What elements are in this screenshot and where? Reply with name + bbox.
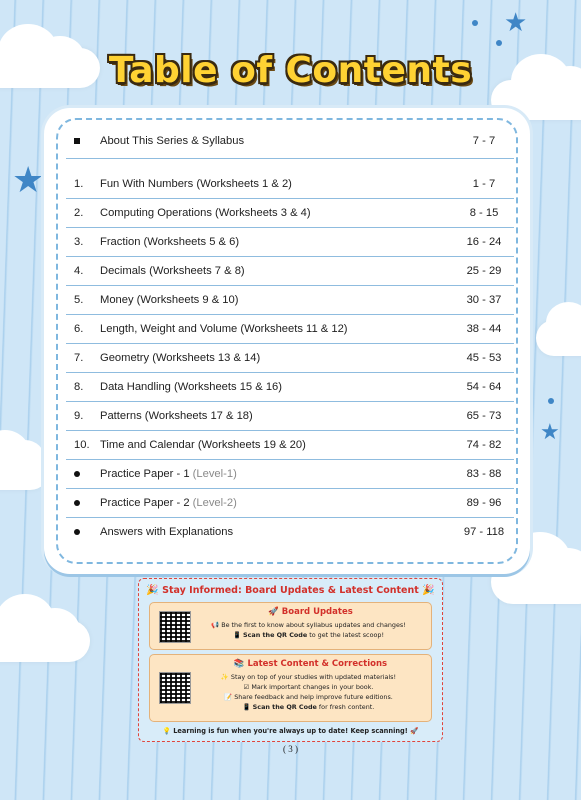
toc-title-text: Practice Paper - 2: [100, 497, 193, 509]
toc-number: 3.: [74, 236, 84, 248]
panel-line: [190, 683, 427, 691]
sparkle-icon: ✨: [220, 673, 229, 681]
toc-pages: 38 - 44: [466, 323, 502, 335]
toc-title: Patterns (Worksheets 17 & 18): [100, 410, 253, 422]
toc-row: [66, 285, 514, 315]
toc-row: [66, 169, 514, 199]
toc-marker: [74, 135, 96, 147]
toc-pages: 83 - 88: [466, 468, 502, 480]
party-popper-icon: 🎉: [146, 585, 159, 596]
toc-number: 10.: [74, 439, 90, 451]
toc-number: 8.: [74, 381, 84, 393]
toc-row: [66, 227, 514, 257]
toc-title: Fun With Numbers (Worksheets 1 & 2): [100, 178, 292, 190]
toc-marker: [74, 526, 96, 538]
panel-line: [190, 673, 427, 681]
books-icon: 📚: [233, 659, 245, 669]
toc-pages: 74 - 82: [466, 439, 502, 451]
toc-marker: [74, 497, 96, 509]
toc-row: [66, 343, 514, 373]
toc-row: [66, 198, 514, 228]
dot-decoration: [472, 20, 478, 26]
qr-code[interactable]: [159, 672, 191, 704]
phone-icon: 📱: [242, 703, 251, 711]
bullet-icon: [74, 500, 80, 506]
rocket-icon: 🚀: [410, 727, 419, 735]
toc-pages: 89 - 96: [466, 497, 502, 509]
checkbox-icon: ☑: [243, 683, 250, 691]
info-heading: [139, 585, 442, 596]
toc-number: 7.: [74, 352, 84, 364]
panel-line-bold: Scan the QR Code: [242, 631, 308, 639]
toc-number: 5.: [74, 294, 84, 306]
square-bullet-icon: [74, 138, 80, 144]
toc-level: (Level-1): [192, 468, 237, 480]
info-footer: [139, 727, 442, 735]
toc-title: Answers with Explanations: [100, 526, 234, 538]
toc-pages: 30 - 37: [466, 294, 502, 306]
info-footer-text: Learning is fun when you're always up to date! Keep scanning!: [173, 727, 408, 735]
toc-title: About This Series & Syllabus: [100, 135, 245, 147]
panel-line-text: for fresh content.: [316, 703, 375, 711]
board-updates-panel: [149, 602, 432, 650]
panel-line-text: Share feedback and help improve future editions.: [234, 693, 393, 701]
toc-title: Length, Weight and Volume (Worksheets 11 & 12): [100, 323, 348, 335]
toc-title: [100, 468, 237, 480]
panel-line-text: Be the first to know about syllabus updates and changes!: [221, 621, 406, 629]
toc-row: [66, 126, 514, 159]
toc-number: 9.: [74, 410, 84, 422]
panel-title: [190, 659, 431, 669]
panel-line-bold: Scan the QR Code: [252, 703, 317, 711]
panel-line-text: Mark important changes in your book.: [251, 683, 374, 691]
toc-pages: 45 - 53: [466, 352, 502, 364]
rocket-icon: 🚀: [268, 607, 279, 617]
dot-decoration: [548, 398, 554, 404]
toc-row: [66, 517, 514, 546]
toc-pages: 7 - 7: [472, 135, 496, 147]
info-heading-text: Stay Informed: Board Updates & Latest Content: [162, 585, 419, 596]
toc-title: Money (Worksheets 9 & 10): [100, 294, 239, 306]
lightbulb-icon: 💡: [162, 727, 171, 735]
toc-pages: 54 - 64: [466, 381, 502, 393]
toc-pages: 25 - 29: [466, 265, 502, 277]
info-box: [138, 578, 443, 742]
toc-title: Time and Calendar (Worksheets 19 & 20): [100, 439, 306, 451]
toc-row: [66, 488, 514, 518]
toc-title: [100, 497, 237, 509]
party-popper-icon: 🎉: [422, 585, 435, 596]
toc-row: [66, 430, 514, 460]
toc-title: Computing Operations (Worksheets 3 & 4): [100, 207, 311, 219]
page-title: Table of Contents: [108, 50, 473, 91]
toc-row: [66, 372, 514, 402]
toc-card: [44, 108, 530, 574]
dot-decoration: [496, 40, 502, 46]
toc-title: Decimals (Worksheets 7 & 8): [100, 265, 245, 277]
cloud-decoration: [0, 450, 50, 490]
phone-icon: 📱: [232, 631, 241, 639]
cloud-decoration: [0, 620, 90, 662]
memo-icon: 📝: [224, 693, 233, 701]
cloud-decoration: [536, 320, 581, 356]
panel-title-text: Latest Content & Corrections: [247, 659, 388, 669]
toc-number: 4.: [74, 265, 84, 277]
toc-title: Data Handling (Worksheets 15 & 16): [100, 381, 282, 393]
toc-title: Fraction (Worksheets 5 & 6): [100, 236, 240, 248]
toc-row: [66, 401, 514, 431]
star-icon: ★: [504, 8, 528, 38]
toc-pages: 16 - 24: [466, 236, 502, 248]
panel-line-text: Stay on top of your studies with updated materials!: [230, 673, 397, 681]
megaphone-icon: 📢: [211, 621, 220, 629]
toc-level: (Level-2): [192, 497, 237, 509]
panel-line: [190, 703, 427, 711]
toc-row: [66, 459, 514, 489]
toc-marker: [74, 468, 96, 480]
toc-pages: 1 - 7: [472, 178, 496, 190]
toc-pages: 97 - 118: [463, 526, 505, 538]
bullet-icon: [74, 529, 80, 535]
panel-line-text: to get the latest scoop!: [307, 631, 385, 639]
qr-code[interactable]: [159, 611, 191, 643]
toc-pages: 8 - 15: [469, 207, 499, 219]
toc-title: Geometry (Worksheets 13 & 14): [100, 352, 261, 364]
panel-title: [190, 607, 431, 617]
latest-content-panel: [149, 654, 432, 722]
toc-number: 6.: [74, 323, 84, 335]
toc-row: [66, 256, 514, 286]
panel-line: [190, 693, 427, 701]
bullet-icon: [74, 471, 80, 477]
panel-line: [190, 631, 427, 639]
page-number: ( 3 ): [283, 744, 298, 754]
toc-number: 1.: [74, 178, 84, 190]
panel-line: [190, 621, 427, 629]
toc-pages: 65 - 73: [466, 410, 502, 422]
star-icon: ★: [12, 160, 45, 201]
toc-number: 2.: [74, 207, 84, 219]
panel-title-text: Board Updates: [281, 607, 353, 617]
toc-title-text: Practice Paper - 1: [100, 468, 193, 480]
star-icon: ★: [540, 420, 560, 445]
toc-row: [66, 314, 514, 344]
